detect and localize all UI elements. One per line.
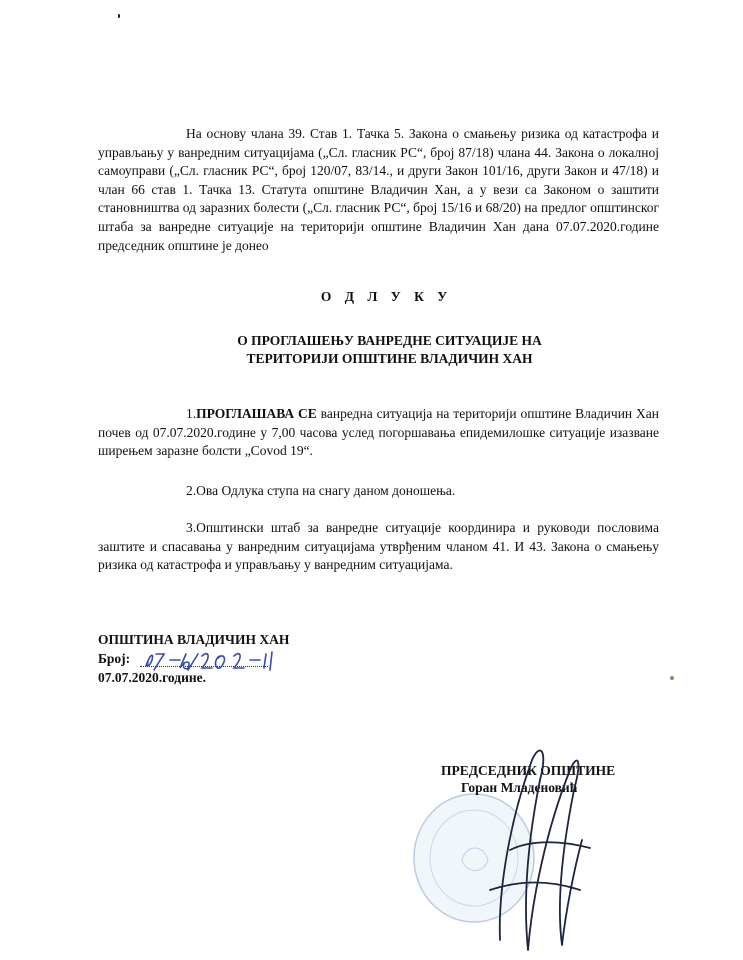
item-1-number: 1.: [186, 406, 197, 421]
handwritten-signature: [470, 740, 620, 960]
item-1-bold-lead: ПРОГЛАШАВА СЕ: [196, 406, 317, 421]
scan-dot: [670, 676, 674, 680]
preamble-paragraph: На основу члана 39. Став 1. Тачка 5. Закона о смањењу ризика од катастрофа и управљању у ванредним ситуацијама („Сл. гласник РС“, број 87/18) члана 44. Закона о локалној самоуправи („Сл. гласник РС“, број 120/07, 83/14., и други Закон 101/16, други Закон и 47/18) и члан 66 став 1. Тачка 13. Статута општине Владичин Хан, а у вези са Законом о заштити становништва од заразних болести („Сл. гласник РС“, број 15/16 и 68/20) на предлог општинског штаба за ванредне ситуације на територији општине Владичин Хан дана 07.07.2020.године председник општине је донео: [98, 126, 659, 253]
document-date: 07.07.2020.године.: [98, 670, 207, 685]
item-1-paragraph: [98, 405, 659, 461]
subtitle-line-2: ТЕРИТОРИЈИ ОПШТИНЕ ВЛАДИЧИН ХАН: [246, 351, 533, 366]
decision-title: О Д Л У К У: [320, 289, 453, 304]
scan-speck: [118, 14, 120, 18]
decision-subtitle: [0, 332, 743, 368]
number-label: Број:: [98, 651, 131, 666]
item-1-text: ванредна ситуација на територији општине Владичин Хан почев од 07.07.2020.године у 7,00 часова услед погоршавања епидемилошке ситуације изазване ширењем заразне болсти „Covod 19“.: [98, 406, 659, 459]
municipality-name: ОПШТИНА ВЛАДИЧИН ХАН: [98, 632, 290, 647]
president-title: ПРЕДСЕДНИК ОПШТИНЕ: [441, 763, 616, 778]
item-2-paragraph: 2.Ова Одлука ступа на снагу даном доношења.: [186, 483, 456, 498]
item-3-paragraph: 3.Општински штаб за ванредне ситуације координира и руководи пословима заштите и спасавања у ванредним ситуацијама утврђеним чланом 41. И 43. Закона о смањењу ризика од катастрофа и управљању у ванредним ситуацијама.: [98, 520, 659, 573]
subtitle-line-1: О ПРОГЛАШЕЊУ ВАНРЕДНЕ СИТУАЦИЈЕ НА: [237, 333, 542, 348]
president-name: Горан Младеновић: [461, 780, 578, 795]
